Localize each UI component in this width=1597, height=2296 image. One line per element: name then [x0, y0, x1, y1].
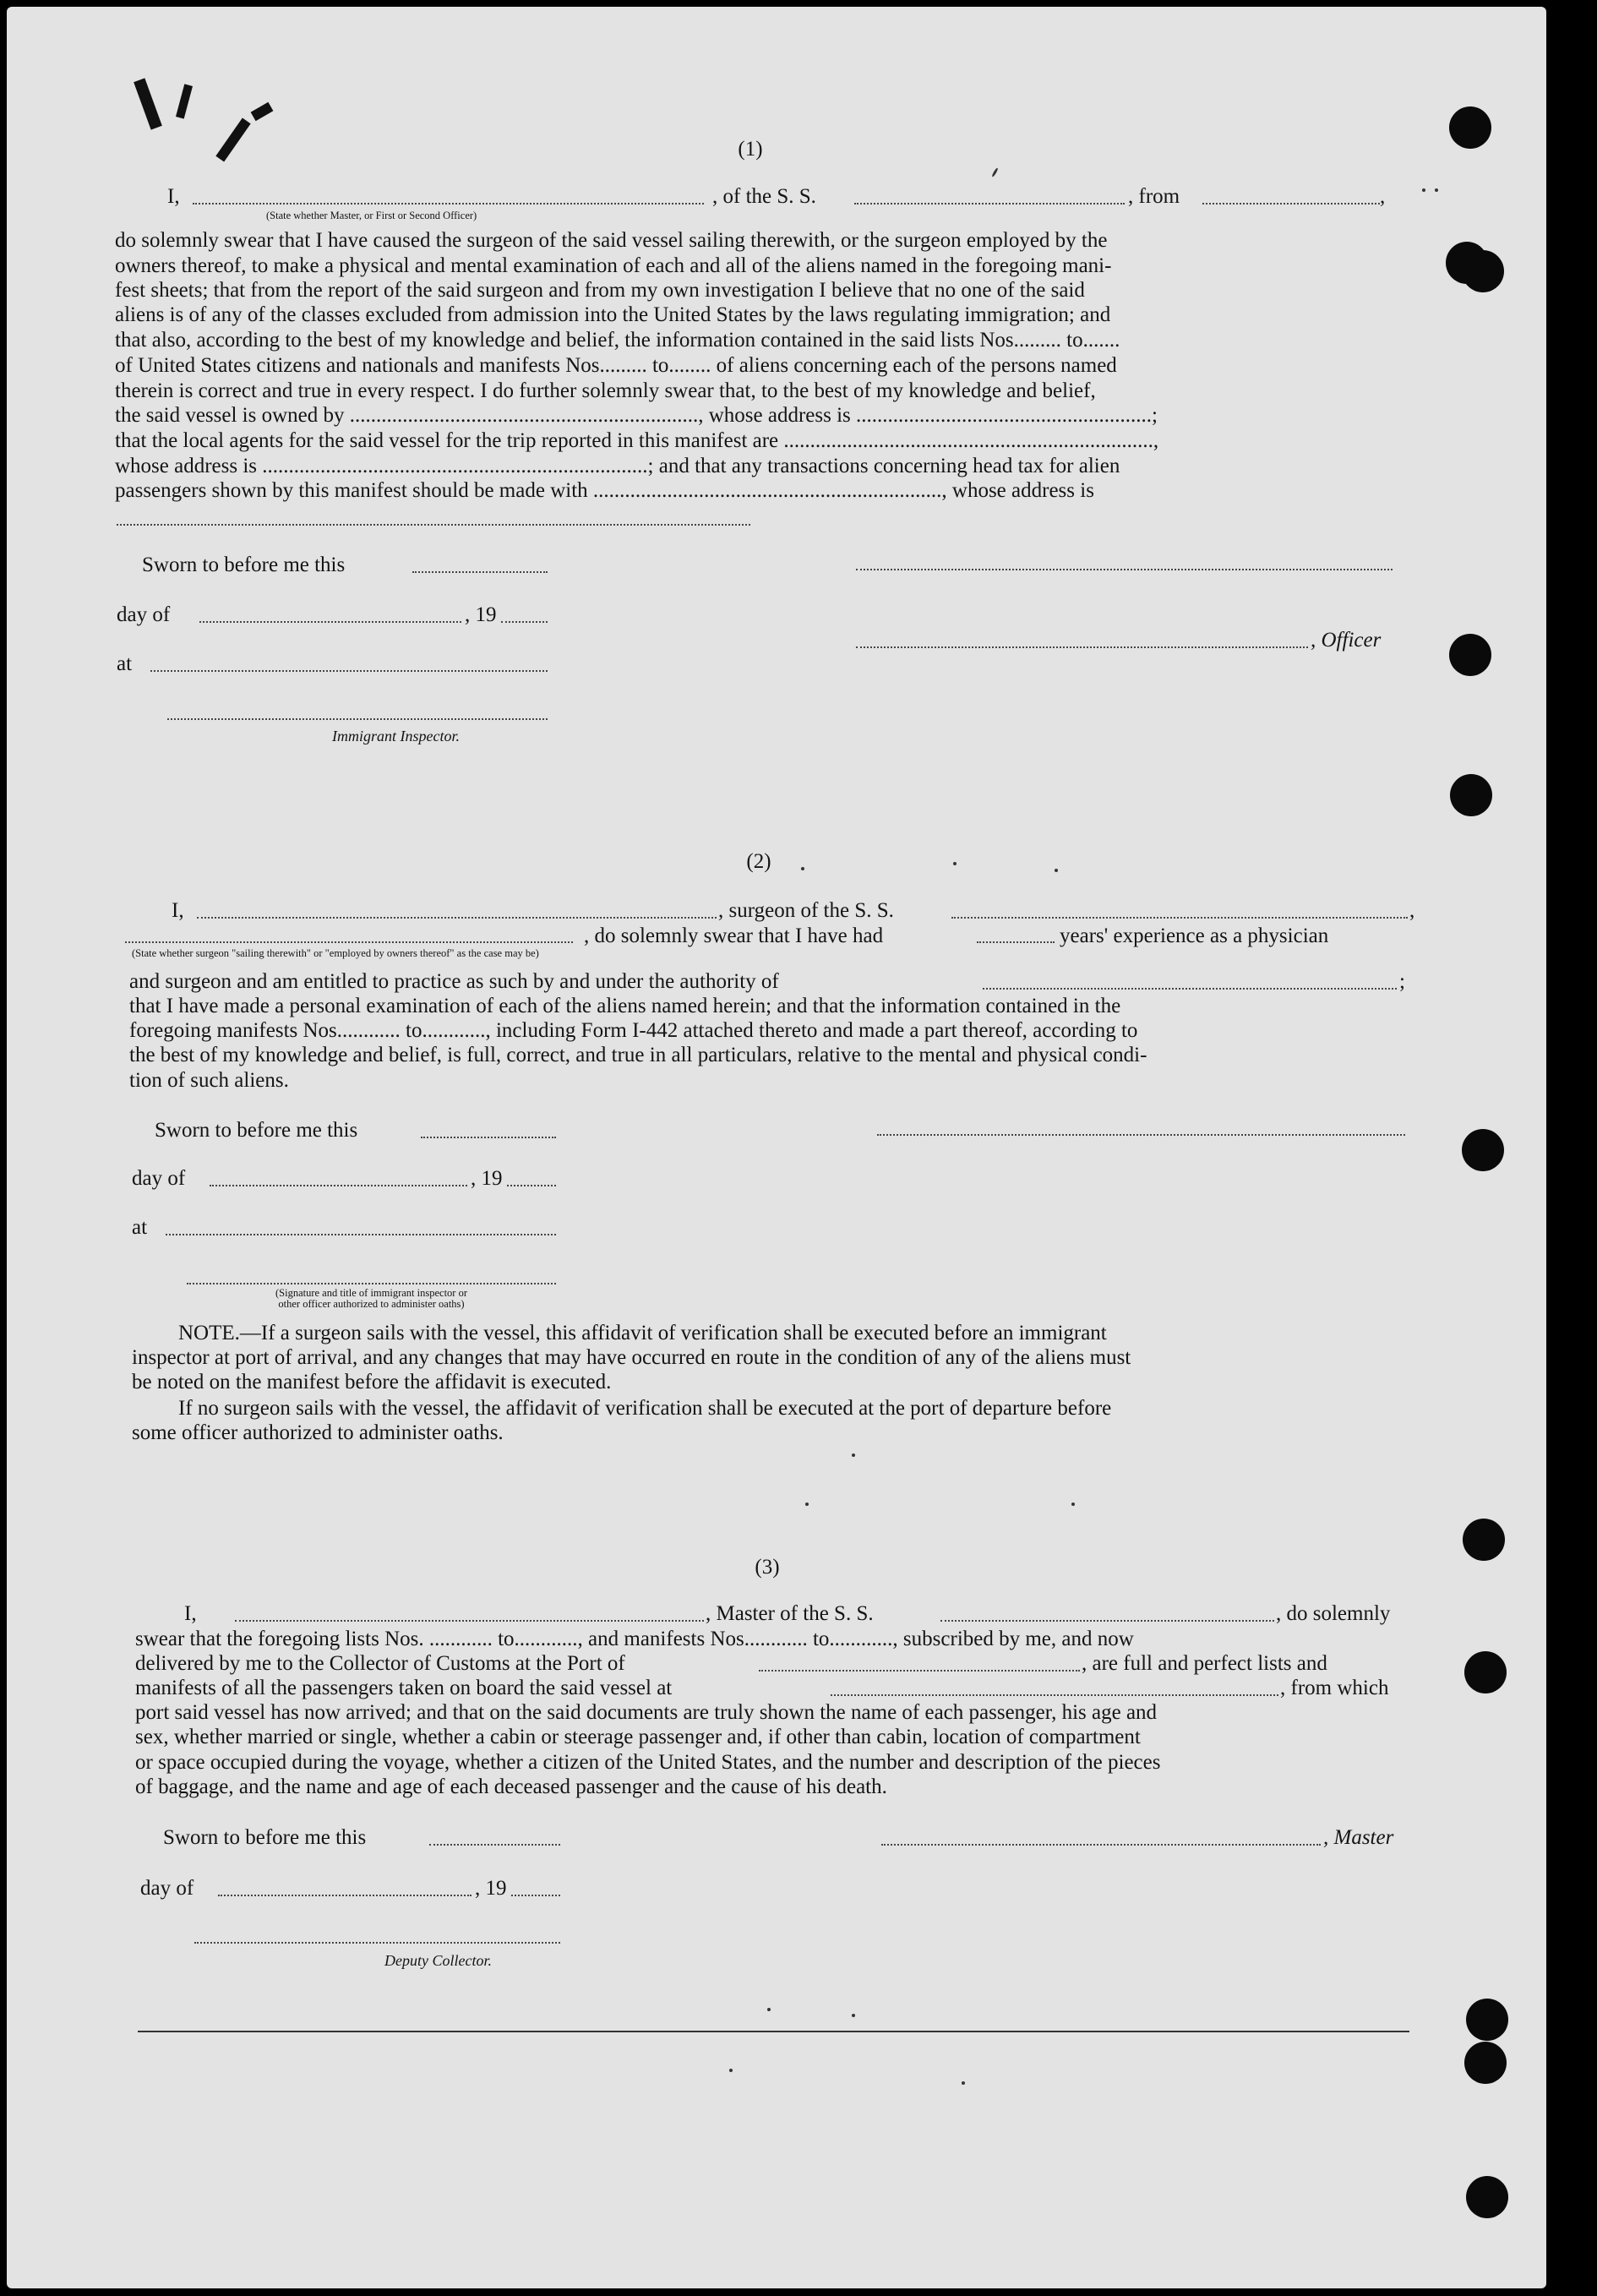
- s1-line3: fest sheets; that from the report of the said surgeon and from my own investigation I believe that no one of the said: [115, 279, 1085, 302]
- note-5: some officer authorized to administer oaths.: [132, 1421, 504, 1444]
- s3-port-blank[interactable]: [759, 1670, 1080, 1672]
- s1-comma: ,: [1380, 185, 1386, 208]
- s1-inspector-blank[interactable]: [167, 718, 548, 720]
- punch-hole: [1462, 1129, 1504, 1171]
- ink-mark: [176, 84, 193, 118]
- punch-hole: [1466, 2176, 1508, 2218]
- s3-i: I,: [184, 1602, 197, 1625]
- s2-status-blank[interactable]: [125, 941, 573, 943]
- s1-day-of: day of: [117, 603, 171, 626]
- s2-line5: tion of such aliens.: [129, 1069, 289, 1092]
- s1-address-blank[interactable]: [117, 524, 750, 526]
- form-page: [7, 7, 1546, 2288]
- s1-inspector: Immigrant Inspector.: [332, 728, 460, 744]
- s3-deputy-blank[interactable]: [194, 1942, 560, 1944]
- s1-officer-note: (State whether Master, or First or Second Officer): [266, 210, 477, 221]
- s3-sworn-blank[interactable]: [429, 1844, 560, 1846]
- s3-line8: of baggage, and the name and age of each deceased passenger and the cause of his death.: [135, 1775, 887, 1798]
- s1-officer: , Officer: [1311, 629, 1382, 652]
- s2-sig-note1: (Signature and title of immigrant inspector or: [275, 1287, 468, 1299]
- punch-hole: [1462, 250, 1504, 292]
- s2-semicolon: ;: [1399, 970, 1405, 993]
- s2-at-blank[interactable]: [166, 1234, 556, 1235]
- s3-master-of: , Master of the S. S.: [706, 1602, 874, 1625]
- s3-sworn: Sworn to before me this: [163, 1826, 367, 1849]
- s1-from-blank[interactable]: [1202, 203, 1380, 205]
- s2-status-note: (State whether surgeon "sailing therewith" or "employed by owners thereof" as the case may be): [132, 947, 539, 959]
- s2-day-of: day of: [132, 1167, 186, 1190]
- s3-line2: swear that the foregoing lists Nos. ............ to............, and manifests Nos............ to............, subscribed by me, and now: [135, 1628, 1134, 1650]
- punch-hole: [1464, 2042, 1507, 2084]
- ink-mark: [215, 118, 250, 162]
- s3-master-sign-blank[interactable]: [881, 1844, 1321, 1846]
- s3-master-name-blank[interactable]: [235, 1620, 704, 1622]
- s3-line7: or space occupied during the voyage, whether a citizen of the United States, and the number and description of the pieces: [135, 1751, 1161, 1774]
- punch-hole: [1449, 634, 1491, 676]
- s2-comma: ,: [1409, 899, 1415, 922]
- s2-line2: that I have made a personal examination of each of the aliens named herein; and that the information contained in the: [129, 995, 1121, 1017]
- note-4: If no surgeon sails with the vessel, the affidavit of verification shall be executed at the port of departure before: [178, 1397, 1112, 1420]
- note-3: be noted on the manifest before the affidavit is executed.: [132, 1371, 612, 1393]
- s3-from-port-blank[interactable]: [831, 1694, 1278, 1696]
- s2-surgeon-of: , surgeon of the S. S.: [718, 899, 894, 922]
- punch-hole: [1466, 1999, 1508, 2041]
- s2-authority-blank[interactable]: [983, 988, 1397, 990]
- ink-mark: [134, 78, 162, 129]
- s1-i: I,: [167, 185, 180, 208]
- s3-year-blank[interactable]: [511, 1895, 560, 1896]
- s2-years: years' experience as a physician: [1060, 924, 1329, 947]
- s2-years-blank[interactable]: [977, 941, 1055, 943]
- s1-line5: that also, according to the best of my knowledge and belief, the information contained in the said lists Nos......... to.......: [115, 329, 1120, 352]
- s2-at: at: [132, 1216, 148, 1239]
- s1-line8: the said vessel is owned by .................................................................., whose address is ........................................................;: [115, 404, 1158, 427]
- s3-line6: sex, whether married or single, whether a cabin or steerage passenger and, if other than cabin, location of compartment: [135, 1726, 1141, 1748]
- punch-hole: [1450, 774, 1492, 816]
- s3-master: , Master: [1323, 1826, 1394, 1849]
- ink-mark: [251, 102, 274, 121]
- s1-officer-blank[interactable]: [193, 203, 704, 205]
- s2-vessel-blank[interactable]: [951, 917, 1408, 919]
- s3-line3: delivered by me to the Collector of Customs at the Port of: [135, 1652, 625, 1675]
- s2-sworn: Sworn to before me this: [155, 1119, 358, 1142]
- s1-at: at: [117, 652, 133, 675]
- s2-sworn-blank[interactable]: [421, 1137, 556, 1138]
- s2-authority: and surgeon and am entitled to practice as such by and under the authority of: [129, 970, 779, 993]
- punch-hole: [1463, 1519, 1505, 1561]
- s1-line10: whose address is .........................................................................; and that any transactions concerning head tax for alien: [115, 455, 1120, 477]
- s1-sworn: Sworn to before me this: [142, 554, 346, 576]
- s1-year-blank[interactable]: [501, 621, 548, 623]
- s2-year-blank[interactable]: [507, 1185, 556, 1186]
- section-2-number: (2): [746, 850, 771, 873]
- s2-surgeon-name-blank[interactable]: [197, 917, 717, 919]
- s3-line4b: , from which: [1280, 1677, 1389, 1699]
- s2-signature-title-blank[interactable]: [187, 1283, 556, 1284]
- s2-signature-blank[interactable]: [877, 1134, 1405, 1136]
- s1-officer-sign-blank[interactable]: [856, 646, 1308, 648]
- s2-year: , 19: [471, 1167, 503, 1190]
- s1-of-the-ss: , of the S. S.: [712, 185, 816, 208]
- s3-vessel-blank[interactable]: [940, 1620, 1274, 1622]
- s3-line4: manifests of all the passengers taken on board the said vessel at: [135, 1677, 673, 1699]
- section-3-number: (3): [755, 1556, 780, 1579]
- s3-year: , 19: [475, 1877, 507, 1900]
- s2-day-blank[interactable]: [210, 1185, 467, 1186]
- s1-year: , 19: [465, 603, 497, 626]
- note-2: inspector at port of arrival, and any changes that may have occurred en route in the condition of any of the aliens must: [132, 1346, 1131, 1369]
- s3-line5: port said vessel has now arrived; and that on the said documents are truly shown the name of each passenger, his age and: [135, 1701, 1158, 1724]
- s1-line1: do solemnly swear that I have caused the surgeon of the said vessel sailing therewith, or the surgeon employed by the: [115, 229, 1108, 252]
- punch-hole: [1464, 1651, 1507, 1693]
- s1-sworn-blank[interactable]: [412, 571, 548, 573]
- s2-line3: foregoing manifests Nos............ to............, including Form I-442 attached thereto and made a part thereof, according to: [129, 1019, 1138, 1042]
- s1-line4: aliens is of any of the classes excluded from admission into the United States by the laws regulating immigration; and: [115, 303, 1111, 326]
- s2-swear: , do solemnly swear that I have had: [584, 924, 884, 947]
- s1-line6: of United States citizens and nationals and manifests Nos......... to........ of aliens concerning each of the persons named: [115, 354, 1117, 377]
- punch-hole: [1449, 106, 1491, 149]
- s1-line2: owners thereof, to make a physical and mental examination of each and all of the aliens named in the foregoing mani-: [115, 254, 1112, 277]
- s1-line9: that the local agents for the said vessel for the trip reported in this manifest are ......................................................................,: [115, 429, 1159, 452]
- s2-i: I,: [172, 899, 184, 922]
- s1-day-blank[interactable]: [199, 621, 461, 623]
- s3-solemnly: , do solemnly: [1276, 1602, 1391, 1625]
- s1-from: , from: [1128, 185, 1180, 208]
- s3-deputy: Deputy Collector.: [384, 1952, 492, 1969]
- section-1-number: (1): [738, 138, 763, 161]
- note-1: NOTE.—If a surgeon sails with the vessel, this affidavit of verification shall be executed before an immigrant: [178, 1322, 1107, 1344]
- s1-at-blank[interactable]: [150, 670, 548, 672]
- bottom-rule: [138, 2031, 1409, 2032]
- s3-day-of: day of: [140, 1877, 194, 1900]
- s1-line7: therein is correct and true in every respect. I do further solemnly swear that, to the best of my knowledge and belief,: [115, 379, 1096, 402]
- s1-vessel-blank[interactable]: [854, 203, 1125, 205]
- s2-sig-note2: other officer authorized to administer oaths): [278, 1298, 465, 1310]
- s3-line3b: , are full and perfect lists and: [1082, 1652, 1327, 1675]
- s1-line11: passengers shown by this manifest should be made with .................................................................., whose address is: [115, 479, 1094, 502]
- s2-line4: the best of my knowledge and belief, is full, correct, and true in all particulars, relative to the mental and physical condi-: [129, 1044, 1147, 1066]
- s3-day-blank[interactable]: [218, 1895, 471, 1896]
- s1-signature-blank[interactable]: [856, 569, 1393, 570]
